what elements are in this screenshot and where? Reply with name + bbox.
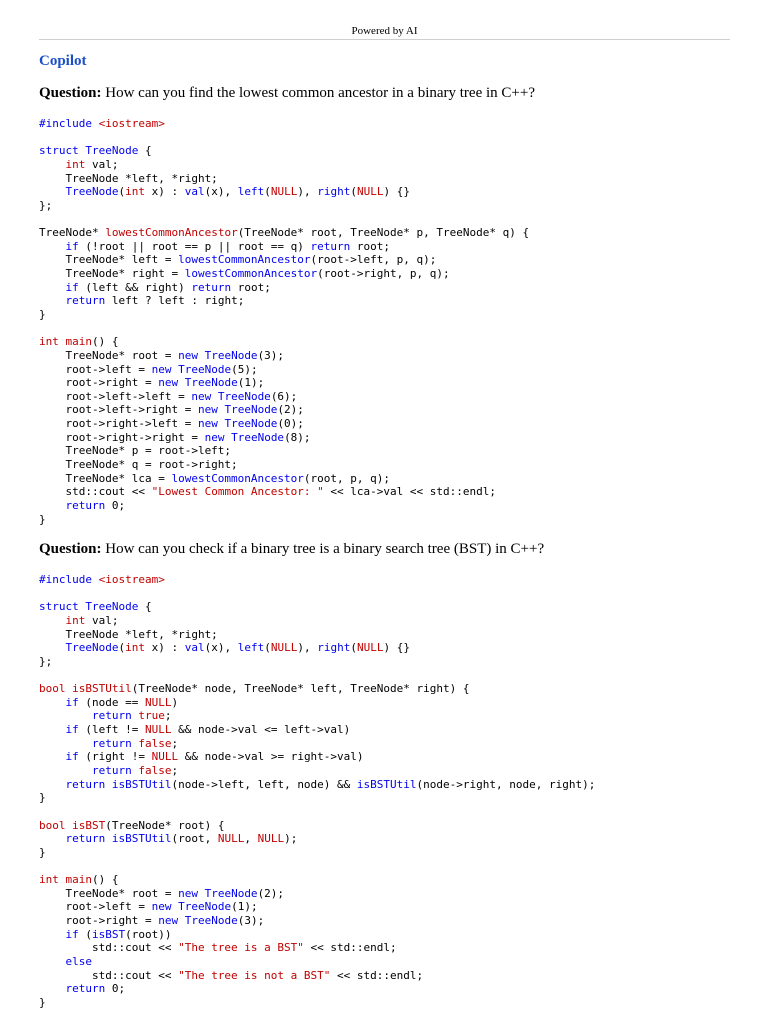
code-token: (2); [257,886,285,900]
code-token [198,349,205,362]
code-token: TreeNode [178,362,232,376]
code-token [39,709,92,722]
code-line [39,117,529,131]
code-line [39,696,595,710]
code-token: (1); [237,376,265,390]
code-line [39,431,529,445]
code-token: TreeNode [184,376,238,390]
code-token: TreeNode [85,144,139,158]
question-text: How can you check if a binary tree is a binary search tree (BST) in C++? [101,541,545,557]
code-token: int [65,157,86,171]
powered-by-label: Powered by AI [351,25,418,37]
code-token: x) : [144,641,185,655]
code-token: NULL [270,185,298,199]
code-line [39,996,595,1010]
code-token [39,281,66,294]
code-token: struct [39,144,86,158]
code-token: (left && right) [78,280,192,294]
code-line [39,308,529,322]
code-line [39,832,595,846]
code-token: <iostream> [98,573,165,586]
code-token: TreeNode* right = [39,267,185,281]
code-token: NULL [356,185,384,199]
code-token: (0); [277,417,304,431]
code-token: (node->right, node, right); [416,777,596,791]
code-token: TreeNode* p = root->left; [39,444,232,458]
code-token: (TreeNode* root) { [105,818,225,832]
code-token: TreeNode* [39,226,106,240]
question-2 [39,541,544,558]
code-line [39,846,595,860]
code-token: << std::endl; [330,968,424,982]
code-token: root->left = [39,362,152,376]
code-token: TreeNode [204,348,258,362]
code-token: (left != [78,723,145,737]
code-token: (3); [257,348,285,362]
code-token: } [39,307,46,321]
code-token: << std::endl; [303,941,397,955]
code-token: ), [297,185,318,199]
code-token: ( [264,185,271,199]
code-token: std::cout << [39,485,152,499]
code-token: else [65,954,92,968]
code-token: new [151,900,172,914]
code-line [39,335,529,349]
code-token: TreeNode* q = root->right; [39,458,238,472]
code-token: bool [39,818,73,832]
code-line [39,900,595,914]
code-token: ; [171,763,179,777]
code-token: , [244,832,258,846]
code-token [39,499,66,512]
code-line [39,859,595,873]
code-token: (root, p, q); [303,471,390,485]
code-token: root->right->right = [39,430,205,444]
code-token: TreeNode [217,389,271,403]
code-token: return [91,709,132,723]
code-line [39,641,595,655]
code-token: 0; [105,498,126,512]
code-token: () { [92,873,119,887]
code-line [39,281,529,295]
code-token: lowestCommonAncestor [171,471,304,485]
code-token: root->right->left = [39,417,198,431]
code-line [39,750,595,764]
code-token: int [39,335,59,349]
code-token: isBST [92,927,126,941]
code-line [39,226,529,240]
code-token: lowestCommonAncestor [105,226,238,240]
code-line [39,928,595,942]
code-token: TreeNode [224,417,278,431]
code-token: ( [118,641,126,655]
code-token [39,764,92,777]
code-token: return [65,777,106,791]
code-token [178,914,185,927]
code-token: #include [39,573,99,586]
code-line [39,363,529,377]
code-line [39,458,529,472]
code-line [39,819,595,833]
code-line [39,969,595,983]
code-token: NULL [144,695,172,709]
code-token: (TreeNode* node, TreeNode* left, TreeNode* right) { [131,682,470,696]
code-token [105,832,112,845]
code-line [39,144,529,158]
code-token: ( [118,185,126,199]
code-token: false [138,763,172,777]
code-token: true [138,709,165,723]
code-token: TreeNode [178,900,232,914]
code-token [39,750,66,763]
code-token [39,928,66,941]
code-token: (x), [204,641,238,655]
code-line [39,628,595,642]
code-line [39,390,529,404]
code-line [39,887,595,901]
code-token: TreeNode [224,403,278,417]
code-token [39,185,66,198]
code-line [39,240,529,254]
code-token [59,335,66,348]
code-token [39,737,92,750]
code-line [39,778,595,792]
code-token: (!root || root == p || root == q) [78,239,311,253]
code-token: (2); [277,403,304,417]
code-token [105,778,112,791]
page-header [39,24,730,40]
code-line [39,805,595,819]
code-token: root; [231,280,271,294]
code-token: (8); [284,430,311,444]
code-token: new [178,886,198,900]
code-token: left [237,185,265,199]
code-line [39,212,529,226]
code-token: int [125,641,145,655]
code-token: left [237,641,265,655]
code-token: && node->val >= right->val) [178,750,364,764]
code-token: TreeNode [65,185,119,199]
code-token: val; [85,157,119,171]
code-token: NULL [151,750,179,764]
code-token: "Lowest Common Ancestor: " [151,485,324,499]
code-token: struct [39,600,86,614]
code-token: <iostream> [98,117,165,130]
code-line [39,294,529,308]
code-token: return [65,498,106,512]
code-line [39,614,595,628]
code-token: isBSTUtil [72,682,132,696]
code-token: } [39,512,46,526]
code-token: NULL [144,723,172,737]
code-token: return [91,763,132,777]
code-token: root->left = [39,900,152,914]
code-line [39,668,595,682]
code-token: root->left->right = [39,403,198,417]
code-line [39,403,529,417]
code-token: new [158,914,179,928]
code-token: NULL [356,641,384,655]
code-token: ); [284,832,298,846]
brand-title: Copilot [39,53,87,69]
code-token: std::cout << [39,941,179,955]
code-token: ( [78,927,92,941]
code-token: bool [39,682,73,696]
code-token: main [65,873,92,887]
code-line [39,322,529,336]
code-token: int [125,185,145,199]
code-token: right [317,185,351,199]
code-line [39,349,529,363]
code-token: int [39,873,59,887]
code-line [39,499,529,513]
code-token: isBST [72,818,106,832]
code-token: ( [350,185,357,199]
code-token: return [91,736,132,750]
code-token [39,982,66,995]
code-line [39,376,529,390]
code-token: return [191,280,232,294]
code-token: new [191,389,212,403]
code-token: x) : [144,185,185,199]
code-token: TreeNode* root = [39,348,179,362]
question-label: Question: [39,541,102,557]
code-token: (root->right, p, q); [317,267,450,281]
code-token: && node->val <= left->val) [171,723,351,737]
code-token: } [39,845,46,859]
code-token: TreeNode* left = [39,253,179,267]
code-token: { [138,144,152,158]
code-token: NULL [217,832,245,846]
question-label: Question: [39,85,102,101]
code-token: if [65,695,79,709]
code-line [39,723,595,737]
code-token: }; [39,654,53,668]
code-token: (root)) [125,927,172,941]
code-token: } [39,995,46,1009]
code-token: TreeNode [85,600,139,614]
code-line [39,199,529,213]
code-token: (root, [171,832,218,846]
code-token: if [65,280,79,294]
code-token: (node == [78,695,145,709]
code-token: main [65,335,92,349]
code-line [39,131,529,145]
code-line [39,513,529,527]
code-line [39,709,595,723]
code-token: NULL [257,832,285,846]
code-line [39,955,595,969]
code-token: TreeNode [231,430,285,444]
code-token: ; [164,709,172,723]
code-token: TreeNode* lca = [39,471,172,485]
code-token: NULL [270,641,298,655]
code-token: int [65,613,86,627]
code-line [39,587,595,601]
code-token: return [310,239,351,253]
code-line [39,253,529,267]
code-line [39,914,595,928]
code-token: (node->left, left, node) && [171,777,357,791]
code-token [39,614,66,627]
code-token: root; [350,239,391,253]
code-token [39,158,66,171]
code-line [39,472,529,486]
code-token: << lca->val << std::endl; [323,485,496,499]
code-line [39,573,595,587]
code-block-1 [39,117,529,526]
code-token: root->right = [39,376,159,390]
code-line [39,267,529,281]
code-token: return [65,982,106,996]
code-token: new [151,362,172,376]
code-token: if [65,750,79,764]
code-token [39,778,66,791]
code-token: TreeNode [184,914,238,928]
code-token [39,641,66,654]
code-token [39,696,66,709]
code-token: ) {} [383,641,410,655]
question-1 [39,85,535,102]
code-token: ), [297,641,318,655]
code-token [39,832,66,845]
code-token: if [65,723,79,737]
code-token: TreeNode [204,886,258,900]
code-token [39,723,66,736]
code-token: val; [85,613,119,627]
code-token: lowestCommonAncestor [178,253,311,267]
code-line [39,982,595,996]
code-line [39,873,595,887]
code-token: false [138,736,172,750]
code-token: isBSTUtil [111,777,172,791]
code-line [39,158,529,172]
code-token: TreeNode *left, *right; [39,171,218,185]
code-token: isBSTUtil [356,777,417,791]
code-token: ; [171,736,179,750]
code-line [39,764,595,778]
code-token [211,390,218,403]
code-token: (x), [204,185,238,199]
code-line [39,444,529,458]
code-token: "The tree is a BST" [178,941,304,955]
code-line [39,941,595,955]
code-line [39,600,595,614]
code-token: ) {} [383,185,410,199]
code-token: val [184,641,205,655]
code-token [39,955,66,968]
code-token [39,240,66,253]
code-line [39,737,595,751]
code-token: #include [39,117,99,130]
code-token: isBSTUtil [111,832,172,846]
code-token: (5); [231,362,258,376]
code-block-2 [39,573,595,1010]
code-token: "The tree is not a BST" [178,968,331,982]
code-token: root->right = [39,914,159,928]
code-token: return [65,832,106,846]
code-token: (TreeNode* root, TreeNode* p, TreeNode* q) { [237,226,530,240]
code-token: std::cout << [39,968,179,982]
code-token: new [204,430,225,444]
code-token: (3); [237,914,265,928]
code-line [39,485,529,499]
question-text: How can you find the lowest common ancestor in a binary tree in C++? [101,85,535,101]
code-token: root->left->left = [39,389,192,403]
code-token: ( [350,641,357,655]
code-line [39,185,529,199]
code-token: new [178,348,198,362]
code-token: ) [171,695,179,709]
code-line [39,791,595,805]
code-token: if [65,927,79,941]
code-token [178,376,185,389]
code-token: TreeNode *left, *right; [39,627,218,641]
code-line [39,655,595,669]
code-token: new [197,403,218,417]
code-token: (1); [231,900,258,914]
code-token: lowestCommonAncestor [184,267,318,281]
code-token [59,873,66,886]
code-token: (right != [78,750,152,764]
code-token: 0; [105,982,126,996]
code-token: new [158,376,179,390]
code-token: val [184,185,205,199]
code-token: left ? left : right; [105,294,245,308]
code-token: (root->left, p, q); [310,253,437,267]
code-line [39,417,529,431]
code-token: { [138,600,152,614]
code-token: ( [264,641,271,655]
code-token: } [39,791,46,805]
code-token: new [197,417,218,431]
code-token: () { [92,335,119,349]
code-token: TreeNode* root = [39,886,179,900]
code-token: if [65,239,79,253]
code-token: return [65,294,106,308]
code-token: }; [39,198,53,212]
code-token [39,294,66,307]
code-token: right [317,641,351,655]
code-token: TreeNode [65,641,119,655]
code-line [39,172,529,186]
code-line [39,682,595,696]
code-token [198,887,205,900]
code-token: (6); [270,389,298,403]
